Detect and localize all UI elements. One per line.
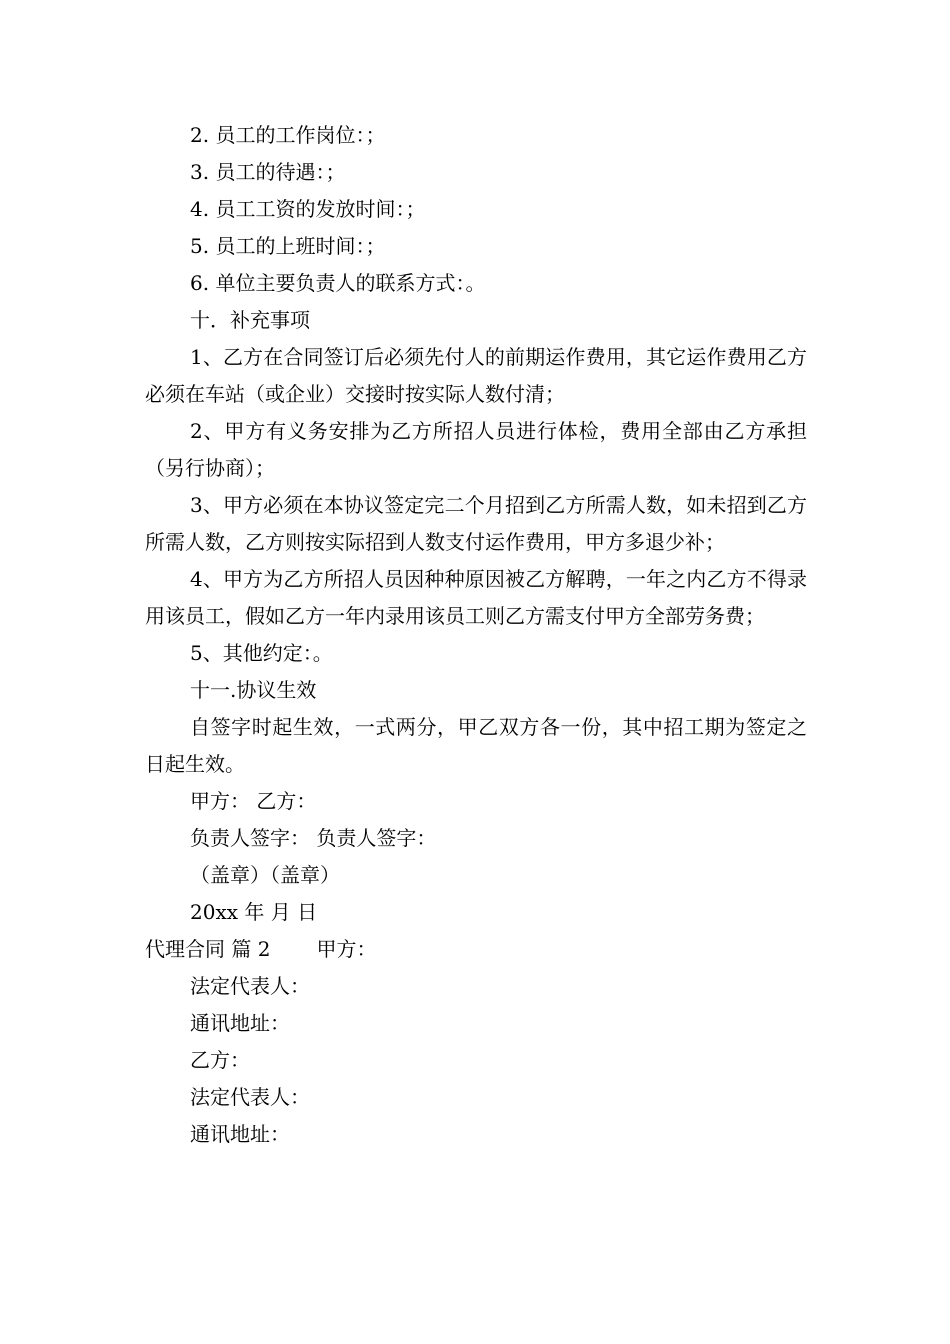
item-job-position: 2. 员工的工作岗位：； — [190, 123, 386, 147]
signature-line: 负责人签字： 负责人签字： — [190, 826, 437, 850]
item-pay-time: 4. 员工工资的发放时间：； — [190, 197, 426, 221]
section-heading-supplement: 十．补充事项 — [190, 308, 310, 332]
clause-4: 4、甲方为乙方所招人员因种种原因被乙方解聘，一年之内乙方不得录用该员工，假如乙方一年内录用该员工则乙方需支付甲方全部劳务费； — [145, 567, 807, 628]
contract-title: 代理合同 篇 2 — [145, 937, 271, 961]
party-a-representative: 法定代表人： — [190, 974, 310, 998]
clause-2: 2、甲方有义务安排为乙方所招人员进行体检，费用全部由乙方承担（另行协商）； — [145, 419, 807, 480]
clause-3: 3、甲方必须在本协议签定完二个月招到乙方所需人数，如未招到乙方所需人数，乙方则按实际招到人数支付运作费用，甲方多退少补； — [145, 493, 807, 554]
clause-5: 5、其他约定：。 — [190, 641, 333, 665]
document-body — [145, 117, 807, 1153]
item-contact: 6. 单位主要负责人的联系方式：。 — [190, 271, 486, 295]
party-b-address: 通讯地址： — [190, 1122, 290, 1146]
parties-line: 甲方： 乙方： — [190, 789, 317, 813]
clause-1: 1、乙方在合同签订后必须先付人的前期运作费用，其它运作费用乙方必须在车站（或企业）交接时按实际人数付清； — [145, 345, 807, 406]
item-treatment: 3. 员工的待遇：； — [190, 160, 346, 184]
section-heading-effect: 十一.协议生效 — [190, 678, 317, 702]
party-b-label: 乙方： — [190, 1048, 250, 1072]
party-b-representative: 法定代表人： — [190, 1085, 310, 1109]
item-work-hours: 5. 员工的上班时间：； — [190, 234, 386, 258]
seal-line: （盖章）（盖章） — [190, 863, 340, 887]
party-a-address: 通讯地址： — [190, 1011, 290, 1035]
effect-paragraph: 自签字时起生效，一式两分，甲乙双方各一份，其中招工期为签定之日起生效。 — [145, 715, 807, 776]
contract-title-line — [145, 931, 807, 968]
date-line: 20xx 年 月 日 — [190, 900, 318, 924]
party-a-label: 甲方： — [316, 937, 377, 961]
